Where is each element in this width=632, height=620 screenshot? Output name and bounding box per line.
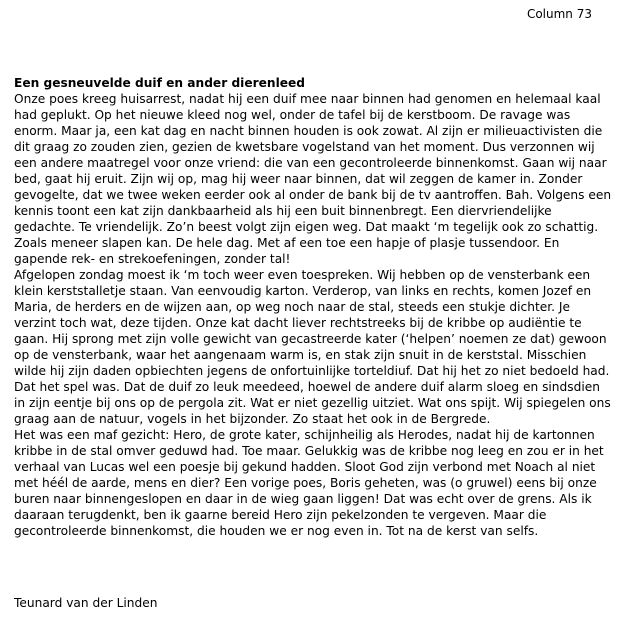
column-label: Column 73 [526,7,592,21]
author-signature: Teunard van der Linden [14,596,158,610]
article-paragraph-2: Afgelopen zondag moest ik ‘m toch weer even toespreken. Wij hebben op de vensterbank een klein kerststalletje staan. Van eenvoudig karton. Verderop, van links en rechts, komen Jozef en Maria, de herders en de wijzen aan, op weg noch naar de stal, steeds een stukje dichter. Je verzint toch wat, deze tijden. Onze kat dacht liever rechtstreeks bij de kribbe op audiëntie te gaan. Hij sprong met zijn volle gewicht van gecastreerde kater (‘helpen’ noemen ze dat) gewoon op de vensterbank, waar het aangenaam warm is, en stak zijn snuit in de kerststal. Misschien wilde hij zijn daden opbiechten jegens de onfortuinlijke torteldiuf. Dat hij het zo niet bedoeld had. Dat het spel was. Dat de duif zo leuk meedeed, hoewel de andere duif alarm sloeg en sindsdien in zijn eentje bij ons op de pergola zit. Wat er niet gezellig uitziet. Wat ons spijt. Wij spiegelen ons graag aan de natuur, vogels in het bijzonder. Zo staat het ook in de Bergrede. [14,268,611,426]
article-body [14,75,614,539]
article-paragraph-3: Het was een maf gezicht: Hero, de grote kater, schijnheilig als Herodes, nadat hij de kartonnen kribbe in de stal omver geduwd had. Toe maar. Gelukkig was de kribbe nog leeg en zou er in het verhaal van Lucas wel een poesje bij gekund hadden. Sloot God zijn verbond met Noach al niet met héél de aarde, mens en dier? Een vorige poes, Boris geheten, was (o gruwel) eens bij onze buren naar binnengeslopen en daar in de wieg gaan liggen! Dat was echt over de grens. Als ik daaraan terugdenkt, ben ik gaarne bereid Hero zijn pekelzonden te vergeven. Maar die gecontroleerde binnenkomst, die houden we er nog even in. Tot na de kerst van selfs. [14,428,604,538]
article-title: Een gesneuvelde duif en ander dierenleed [14,76,306,90]
article-paragraph-1: Onze poes kreeg huisarrest, nadat hij een duif mee naar binnen had genomen en helemaal kaal had geplukt. Op het nieuwe kleed nog wel, onder de tafel bij de kerstboom. De ravage was enorm. Maar ja, een kat dag en nacht binnen houden is ook zowat. Al zijn er milieuactivisten die dit graag zo zouden zien, gezien de kwetsbare vogelstand van het moment. Dus verzonnen wij een andere maatregel voor onze vriend: die van een gecontroleerde binnenkomst. Gaan wij naar bed, gaat hij eruit. Zijn wij op, mag hij weer naar binnen, dat wil zeggen de kamer in. Zonder gevogelte, dat we twee weken eerder ook al onder de bank bij de tv aantroffen. Bah. Volgens een kennis toont een kat zijn dankbaarheid als hij een buit binnenbregt. Een diervriendelijke gedachte. Te vriendelijk. Zo’n beest volgt zijn eigen weg. Dat maakt ‘m tegelijk ook zo schattig. Zoals meneer slapen kan. De hele dag. Met af een toe een hapje of plasje tussendoor. En gapende rek- en strekoefeningen, zonder tal! [14,92,612,266]
